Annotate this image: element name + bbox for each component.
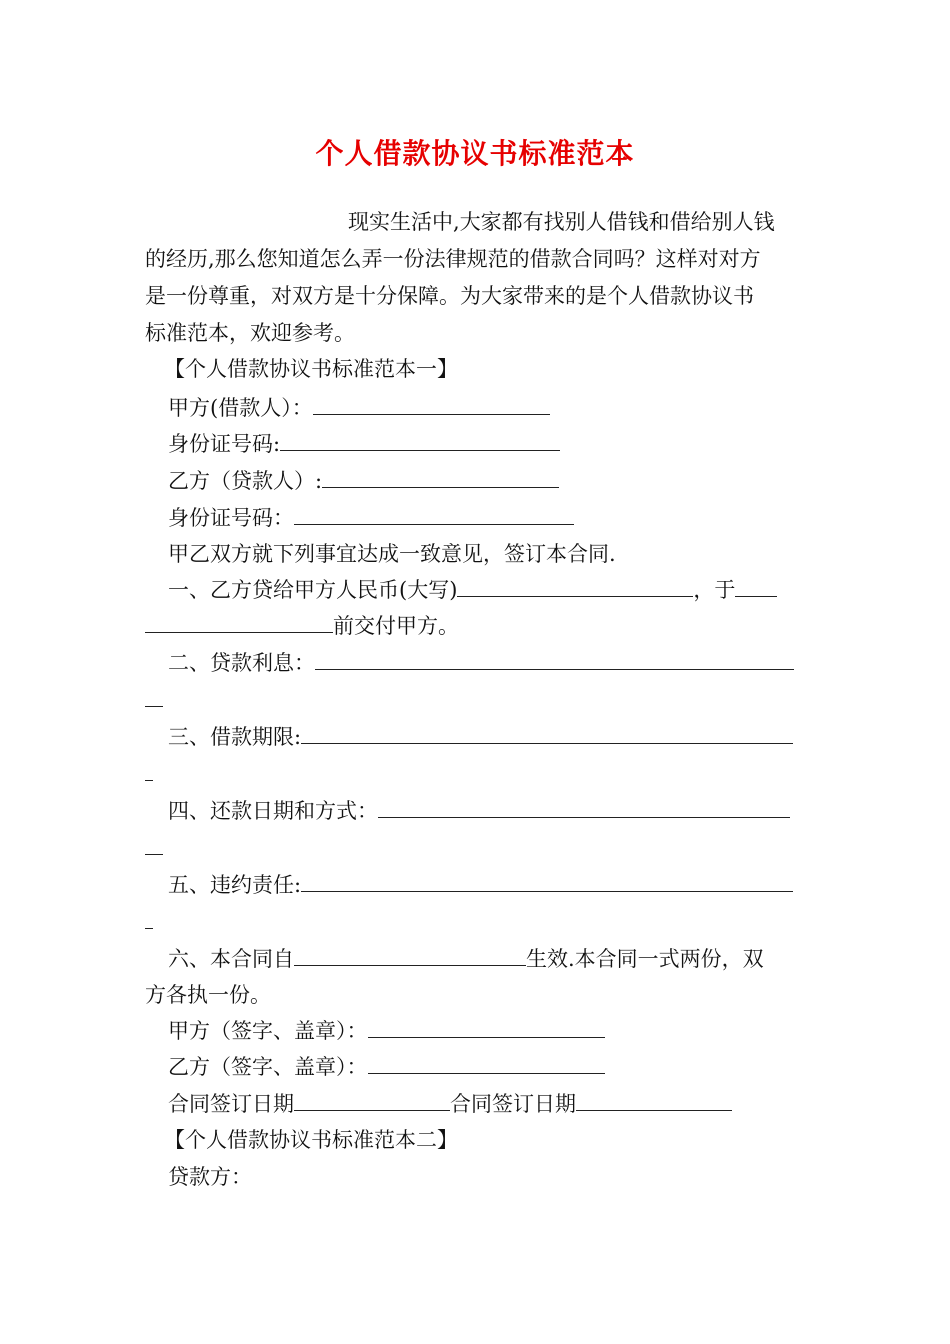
- intro-line-3: 是一份尊重，对双方是十分保障。为大家带来的是个人借款协议书: [145, 284, 754, 308]
- interest-blank-overflow: [145, 686, 163, 707]
- party-a-blank[interactable]: [313, 394, 550, 415]
- clause-1-cont-line: [145, 611, 459, 641]
- clause-1-line: [168, 575, 777, 605]
- party-b-blank[interactable]: [322, 467, 559, 488]
- intro-line-1: 现实生活中,大家都有找别人借钱和借给别人钱: [348, 210, 775, 234]
- clause-6-cont: 方各执一份。: [145, 983, 271, 1007]
- clause-3-overflow: [145, 759, 153, 789]
- section-two-heading: 【个人借款协议书标准范本二】: [164, 1128, 458, 1152]
- id-a-label: 身份证号码:: [168, 432, 281, 456]
- sign-date-label-2: 合同签订日期: [450, 1092, 576, 1116]
- repayment-blank[interactable]: [378, 797, 790, 818]
- agreement-line: 甲乙双方就下列事宜达成一致意见，签订本合同.: [168, 542, 616, 566]
- sign-date-blank-1[interactable]: [294, 1090, 450, 1111]
- party-b-line: [168, 466, 559, 496]
- intro-line-4: 标准范本，欢迎参考。: [145, 321, 355, 345]
- sign-a-blank[interactable]: [368, 1017, 605, 1038]
- clause-4-overflow: [145, 833, 163, 863]
- party-a-line: [168, 393, 550, 423]
- clause-1-tail: 前交付甲方。: [333, 614, 459, 638]
- clause-5-overflow: [145, 907, 153, 937]
- id-a-blank[interactable]: [280, 430, 560, 451]
- clause-4-line: [168, 796, 790, 826]
- interest-blank[interactable]: [315, 649, 794, 670]
- sign-a-label: 甲方（签字、盖章）：: [168, 1019, 368, 1043]
- clause-2-line: [168, 648, 794, 678]
- clause-5-label: 五、违约责任:: [168, 873, 302, 897]
- document-title: 个人借款协议书标准范本: [315, 137, 635, 170]
- lender-line: 贷款方：: [168, 1165, 252, 1189]
- id-b-label: 身份证号码：: [168, 506, 294, 530]
- clause-6-line: [168, 944, 764, 974]
- sign-b-label: 乙方（签字、盖章）：: [168, 1055, 368, 1079]
- sign-b-line: [168, 1052, 605, 1082]
- effective-date-blank[interactable]: [294, 945, 526, 966]
- clause-2-overflow: [145, 685, 163, 715]
- clause-1-connector: ，于: [693, 578, 736, 602]
- liability-blank-overflow: [145, 908, 153, 929]
- sign-date-label: 合同签订日期: [168, 1092, 294, 1116]
- term-blank-overflow: [145, 760, 153, 781]
- section-one-heading: 【个人借款协议书标准范本一】: [164, 357, 458, 381]
- liability-blank[interactable]: [301, 871, 793, 892]
- clause-6-label: 六、本合同自: [168, 947, 294, 971]
- id-b-blank[interactable]: [294, 504, 574, 525]
- sign-b-blank[interactable]: [368, 1053, 605, 1074]
- term-blank[interactable]: [301, 723, 793, 744]
- sign-date-line: [168, 1089, 732, 1119]
- intro-line-2: 的经历,那么您知道怎么弄一份法律规范的借款合同吗？这样对对方: [145, 247, 761, 271]
- id-a-line: [168, 429, 560, 459]
- amount-blank[interactable]: [457, 576, 693, 597]
- clause-4-label: 四、还款日期和方式：: [168, 799, 378, 823]
- sign-date-blank-2[interactable]: [576, 1090, 732, 1111]
- date-blank-start[interactable]: [735, 576, 777, 597]
- date-blank-cont[interactable]: [145, 612, 333, 633]
- clause-6-tail: 生效.本合同一式两份，双: [526, 947, 764, 971]
- clause-1-label: 一、乙方贷给甲方人民币(大写): [168, 578, 458, 602]
- clause-5-line: [168, 870, 793, 900]
- clause-3-label: 三、借款期限:: [168, 725, 302, 749]
- sign-a-line: [168, 1016, 605, 1046]
- id-b-line: [168, 503, 574, 533]
- party-b-label: 乙方（贷款人）:: [168, 469, 323, 493]
- clause-2-label: 二、贷款利息：: [168, 651, 315, 675]
- clause-3-line: [168, 722, 793, 752]
- repayment-blank-overflow: [145, 834, 163, 855]
- party-a-label: 甲方(借款人）：: [168, 396, 313, 420]
